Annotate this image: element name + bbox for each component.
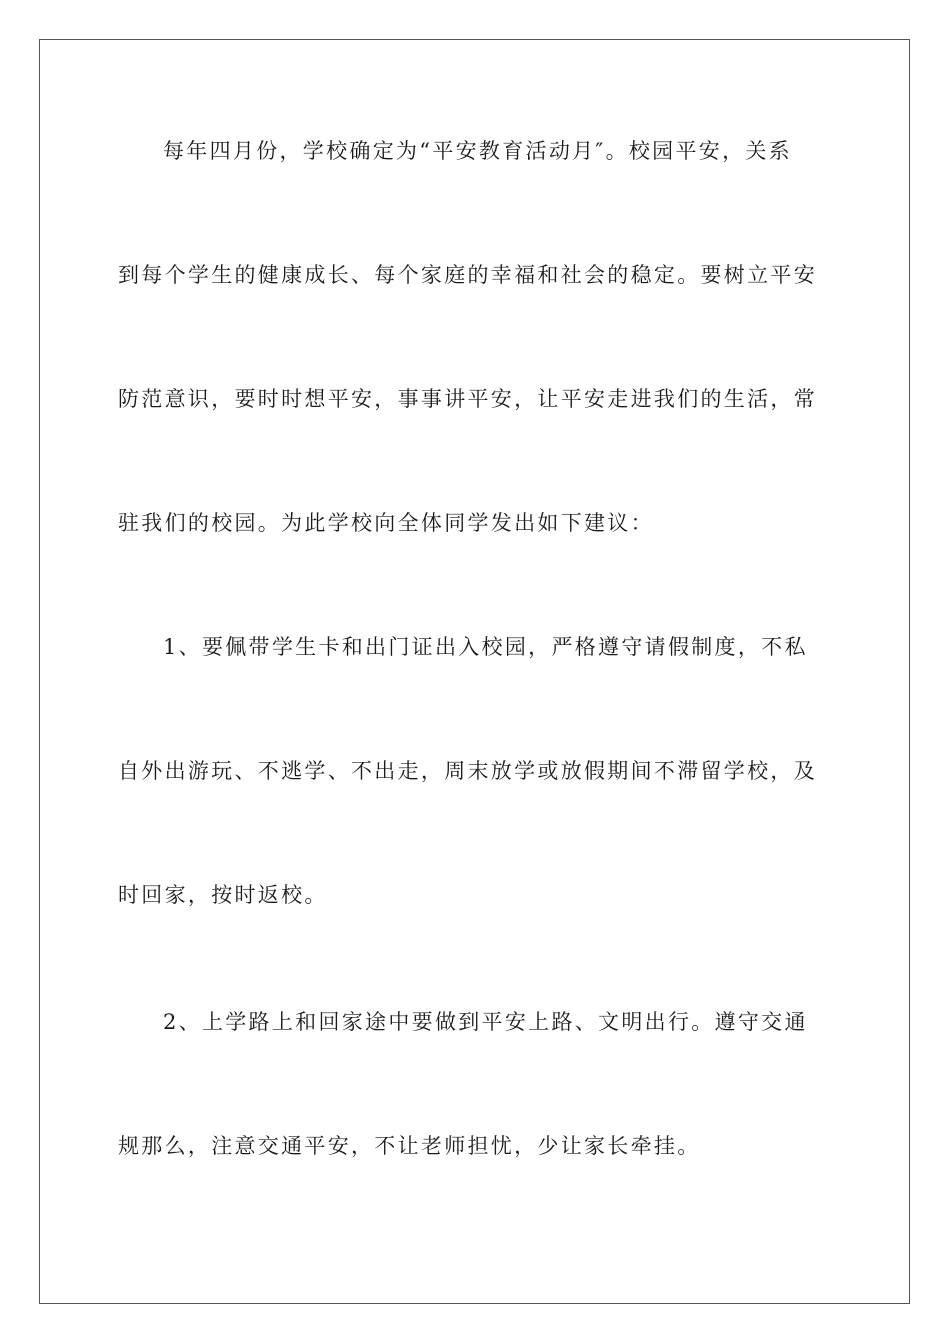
paragraph-1-line-3: 防范意识，要时时想平安，事事讲平安，让平安走进我们的生活，常	[118, 387, 817, 411]
paragraph-1-line-2: 到每个学生的健康成长、每个家庭的幸福和社会的稳定。要树立平安	[118, 263, 817, 287]
paragraph-2-line-1: 1、要佩带学生卡和出门证出入校园，严格遵守请假制度，不私	[163, 635, 808, 659]
paragraph-1-line-4: 驻我们的校园。为此学校向全体同学发出如下建议：	[118, 511, 654, 535]
page-border	[39, 39, 910, 1304]
paragraph-1-line-1: 每年四月份，学校确定为“平安教育活动月″。校园平安，关系	[163, 139, 792, 163]
paragraph-2-line-2: 自外出游玩、不逃学、不出走，周末放学或放假期间不滞留学校，及	[118, 759, 817, 783]
paragraph-3-line-2: 规那么，注意交通平安，不让老师担忧，少让家长牵挂。	[118, 1134, 701, 1158]
paragraph-3-line-1: 2、上学路上和回家途中要做到平安上路、文明出行。遵守交通	[163, 1010, 808, 1034]
paragraph-2-line-3: 时回家，按时返校。	[118, 883, 328, 907]
